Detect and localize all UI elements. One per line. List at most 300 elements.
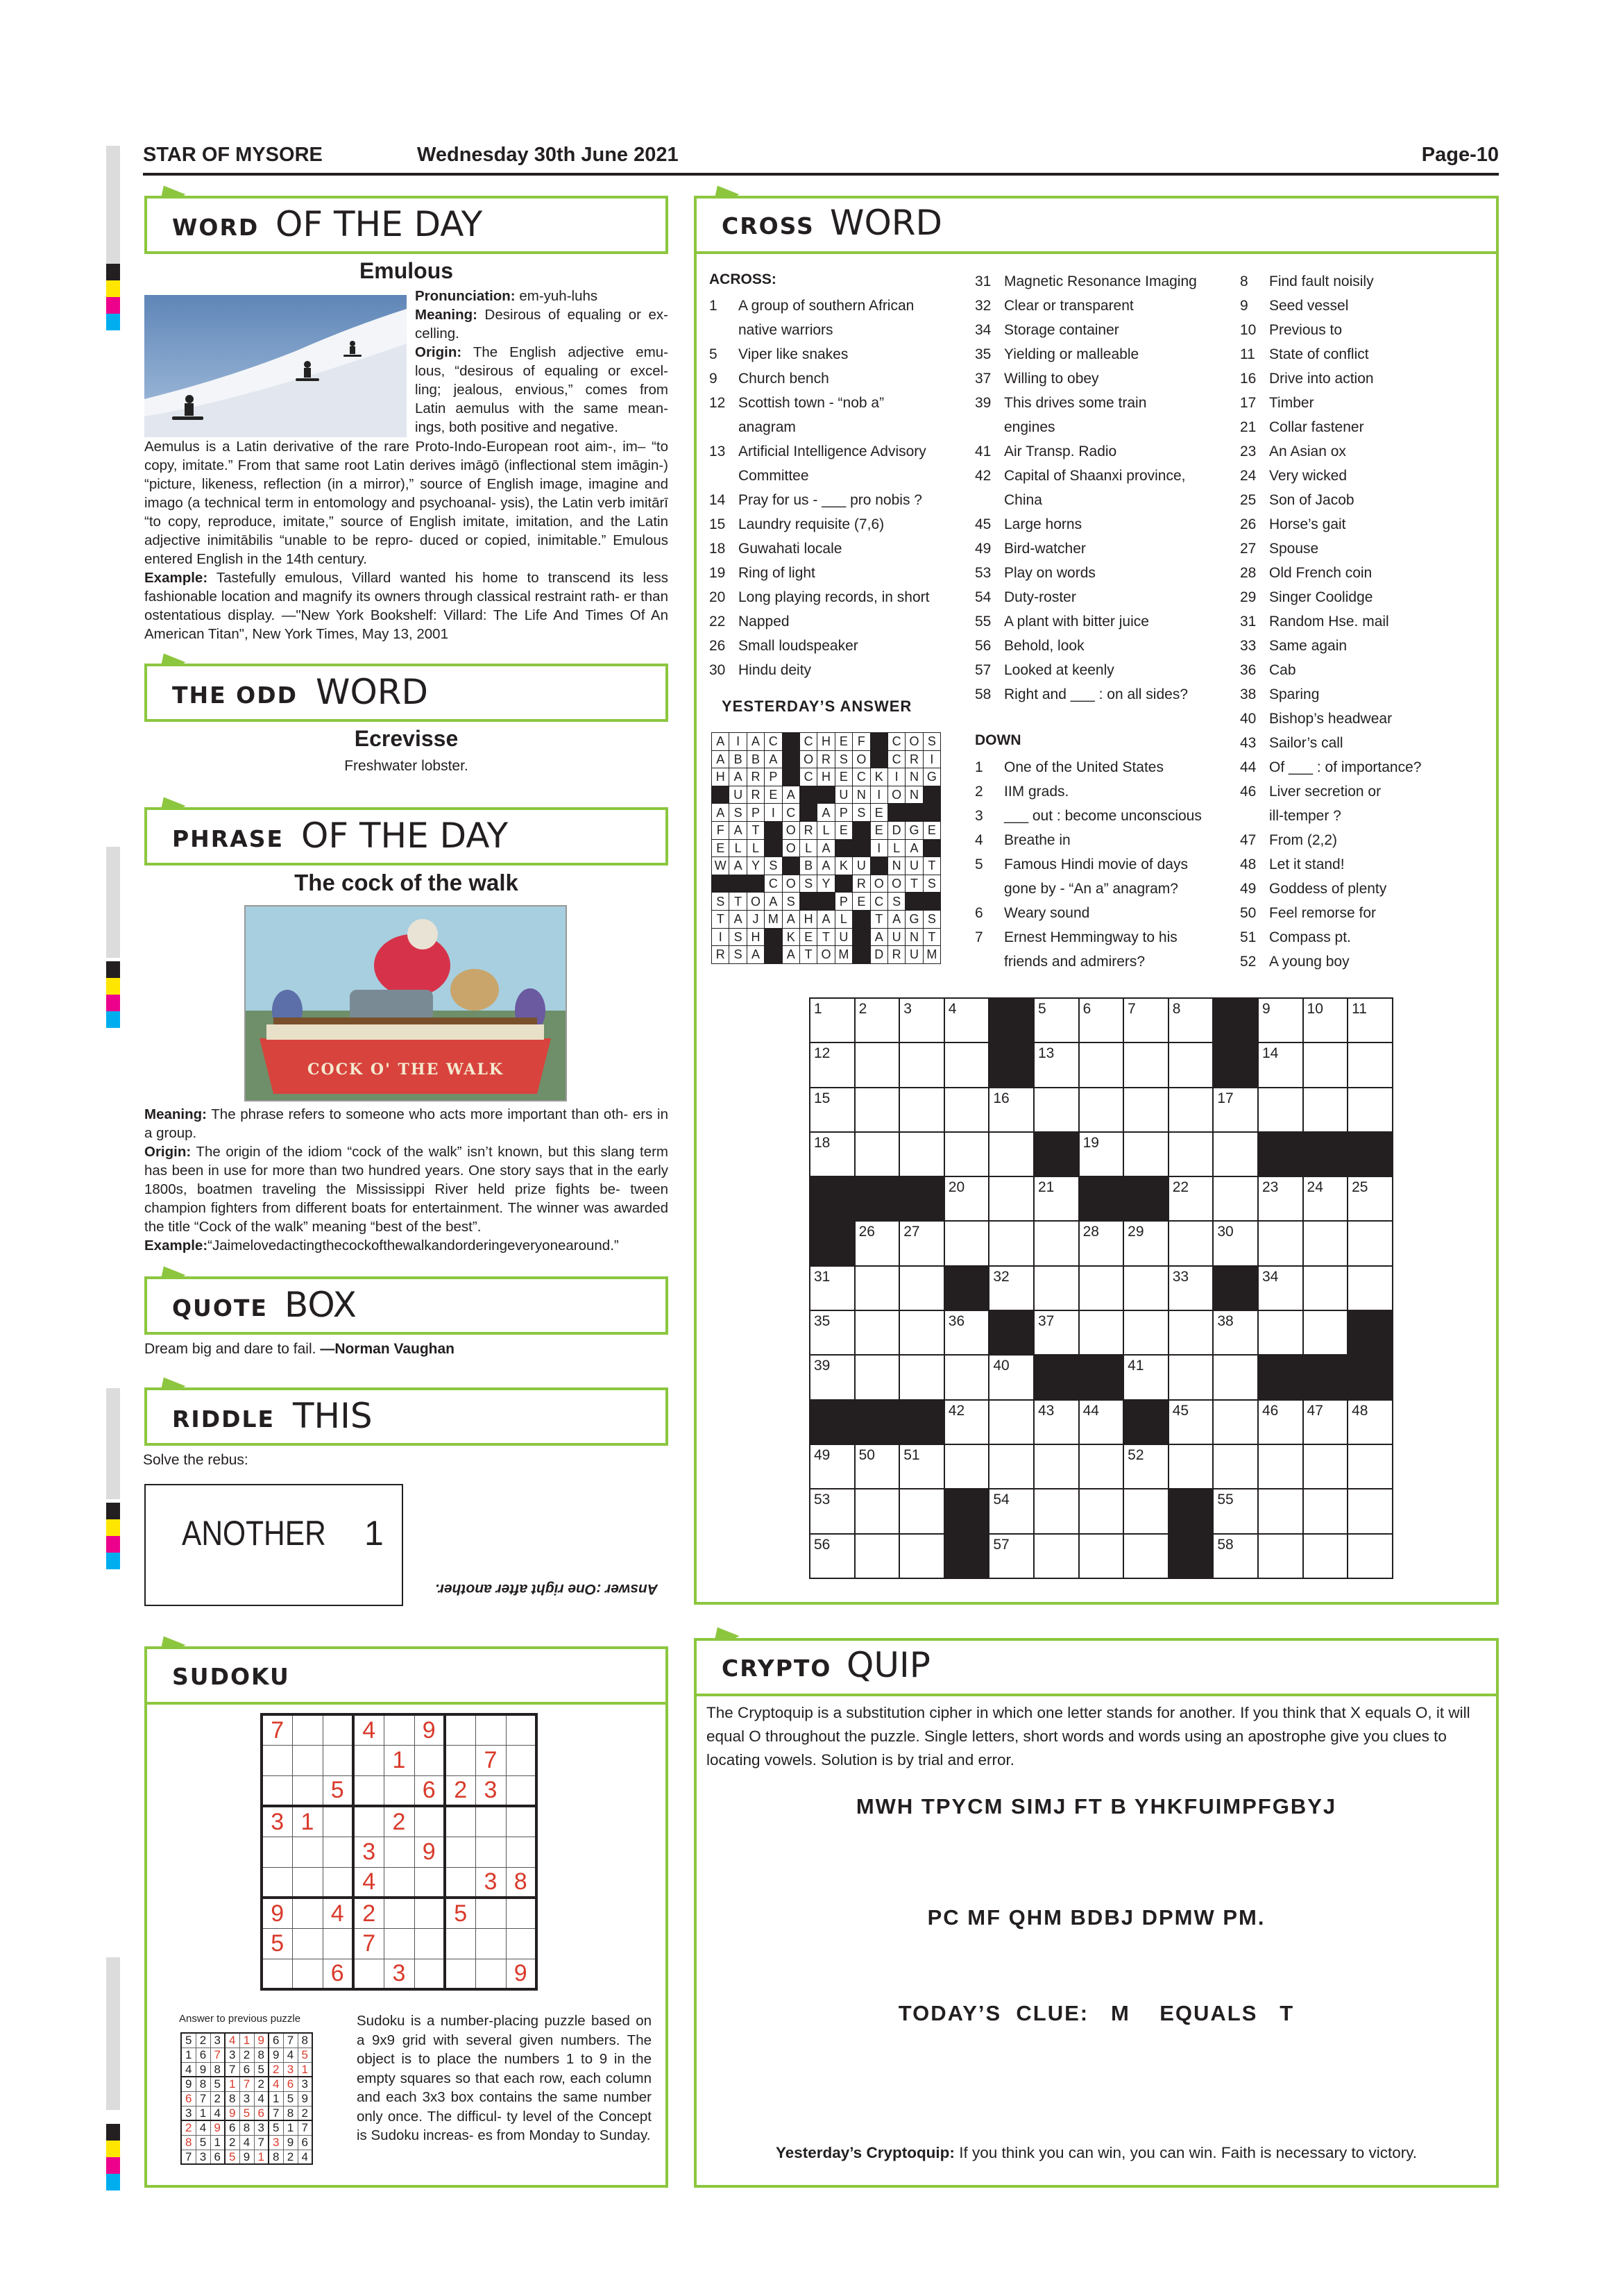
section-label: QUIP bbox=[847, 1645, 931, 1685]
crossword-cell[interactable]: 3 bbox=[899, 998, 944, 1043]
crossword-cell[interactable] bbox=[1303, 1444, 1348, 1489]
crossword-cell[interactable]: 13 bbox=[1034, 1043, 1079, 1087]
crossword-block bbox=[1348, 1355, 1393, 1399]
crossword-cell[interactable]: 40 bbox=[989, 1355, 1034, 1399]
crossword-cell[interactable]: 39 bbox=[810, 1355, 855, 1399]
crossword-cell[interactable] bbox=[1123, 1310, 1169, 1355]
crossword-cell[interactable] bbox=[855, 1534, 900, 1578]
crossword-block bbox=[1303, 1355, 1348, 1399]
crossword-cell[interactable] bbox=[944, 1444, 989, 1489]
crossword-cell[interactable] bbox=[989, 1444, 1034, 1489]
crossword-cell[interactable] bbox=[1348, 1444, 1393, 1489]
clue bbox=[975, 439, 1221, 464]
crossword-cell[interactable]: 52 bbox=[1123, 1444, 1169, 1489]
crossword-cell[interactable]: 11 bbox=[1348, 998, 1393, 1043]
crossword-cell[interactable]: 46 bbox=[1258, 1400, 1303, 1444]
crossword-cell[interactable] bbox=[1169, 1088, 1214, 1132]
sudoku-cell[interactable] bbox=[262, 1775, 292, 1806]
sudoku-answer-cell: 9 bbox=[283, 2135, 298, 2150]
crossword-cell[interactable] bbox=[1169, 1221, 1214, 1265]
crossword-cell[interactable] bbox=[944, 1043, 989, 1087]
sudoku-cell[interactable] bbox=[475, 1959, 506, 1989]
clue-text: Previous to bbox=[1269, 322, 1343, 338]
crossword-cell[interactable]: 20 bbox=[944, 1176, 989, 1221]
crossword-cell[interactable] bbox=[1169, 1132, 1214, 1176]
sudoku-cell[interactable]: 1 bbox=[292, 1806, 323, 1837]
sudoku-cell[interactable] bbox=[445, 1714, 475, 1745]
crossword-cell[interactable] bbox=[944, 1088, 989, 1132]
page-number: Page-10 bbox=[1421, 144, 1499, 166]
crossword-cell[interactable] bbox=[1258, 1444, 1303, 1489]
odd-word-definition: Freshwater lobster. bbox=[344, 758, 468, 774]
sudoku-cell[interactable] bbox=[475, 1928, 506, 1959]
crossword-cell[interactable] bbox=[1303, 1088, 1348, 1132]
answer-cell: N bbox=[906, 768, 923, 786]
sudoku-answer-cell: 2 bbox=[225, 2135, 239, 2150]
clue bbox=[975, 779, 1221, 804]
sudoku-cell[interactable] bbox=[475, 1806, 506, 1837]
crossword-cell[interactable] bbox=[1213, 1176, 1258, 1221]
crossword-cell[interactable] bbox=[855, 1088, 900, 1132]
answer-cell: O bbox=[853, 750, 870, 768]
clue-number: 12 bbox=[709, 395, 726, 411]
sudoku-cell[interactable] bbox=[323, 1867, 353, 1898]
crossword-cell[interactable]: 35 bbox=[810, 1310, 855, 1355]
crossword-cell[interactable] bbox=[944, 1221, 989, 1265]
sudoku-cell[interactable] bbox=[262, 1959, 292, 1989]
crossword-block bbox=[855, 1176, 900, 1221]
crossword-cell[interactable] bbox=[1034, 1221, 1079, 1265]
answer-cell: C bbox=[799, 733, 817, 751]
sudoku-cell[interactable]: 7 bbox=[262, 1714, 292, 1745]
sudoku-cell[interactable] bbox=[384, 1775, 414, 1806]
sudoku-cell[interactable]: 4 bbox=[353, 1867, 384, 1898]
sudoku-cell[interactable]: 9 bbox=[414, 1714, 445, 1745]
sudoku-cell[interactable]: 3 bbox=[262, 1806, 292, 1837]
crossword-cell[interactable] bbox=[899, 1088, 944, 1132]
clue-text: gone by - “An a” anagram? bbox=[1004, 881, 1178, 897]
sudoku-cell[interactable] bbox=[292, 1775, 323, 1806]
sudoku-cell[interactable] bbox=[292, 1898, 323, 1928]
crossword-cell[interactable] bbox=[899, 1534, 944, 1578]
crossword-cell[interactable]: 19 bbox=[1079, 1132, 1124, 1176]
crossword-cell[interactable] bbox=[1303, 1043, 1348, 1087]
sudoku-cell[interactable] bbox=[506, 1745, 536, 1775]
crossword-cell[interactable] bbox=[1213, 1355, 1258, 1399]
sudoku-cell[interactable] bbox=[262, 1745, 292, 1775]
sudoku-cell[interactable]: 7 bbox=[353, 1928, 384, 1959]
crossword-cell[interactable]: 43 bbox=[1034, 1400, 1079, 1444]
crossword-cell[interactable] bbox=[989, 1132, 1034, 1176]
sudoku-cell[interactable]: 5 bbox=[445, 1898, 475, 1928]
crossword-cell[interactable] bbox=[1213, 1132, 1258, 1176]
clue bbox=[1240, 342, 1497, 366]
crossword-cell[interactable]: 2 bbox=[855, 998, 900, 1043]
crossword-cell[interactable]: 49 bbox=[810, 1444, 855, 1489]
answer-cell: H bbox=[747, 928, 764, 946]
sudoku-answer-cell: 3 bbox=[298, 2077, 312, 2091]
sudoku-cell[interactable]: 3 bbox=[384, 1959, 414, 1989]
answer-cell: T bbox=[870, 910, 887, 928]
clue-text: Find fault noisily bbox=[1269, 273, 1374, 289]
sudoku-cell[interactable] bbox=[475, 1714, 506, 1745]
answer-cell: A bbox=[729, 768, 747, 786]
answer-cell: S bbox=[799, 875, 817, 893]
crossword-cell[interactable]: 55 bbox=[1213, 1489, 1258, 1533]
sudoku-cell[interactable] bbox=[292, 1745, 323, 1775]
reg-mark-yellow bbox=[106, 280, 120, 297]
crossword-cell[interactable] bbox=[1123, 1132, 1169, 1176]
sudoku-cell[interactable] bbox=[323, 1806, 353, 1837]
crossword-cell[interactable]: 36 bbox=[944, 1310, 989, 1355]
crossword-cell[interactable] bbox=[1079, 1266, 1124, 1310]
sudoku-cell[interactable]: 4 bbox=[353, 1714, 384, 1745]
crossword-cell[interactable] bbox=[1123, 1043, 1169, 1087]
crossword-cell[interactable] bbox=[855, 1043, 900, 1087]
clue-number: 18 bbox=[709, 541, 726, 557]
answer-block bbox=[765, 839, 782, 857]
clue-text: ___ out : become unconscious bbox=[1004, 808, 1202, 824]
sudoku-cell[interactable] bbox=[475, 1898, 506, 1928]
crossword-cell[interactable]: 9 bbox=[1258, 998, 1303, 1043]
sudoku-cell[interactable] bbox=[292, 1867, 323, 1898]
crossword-cell[interactable] bbox=[1123, 1266, 1169, 1310]
clue-text: Behold, look bbox=[1004, 638, 1085, 654]
clue bbox=[1240, 755, 1497, 779]
clue-text: A plant with bitter juice bbox=[1004, 614, 1149, 630]
clue-number: 48 bbox=[1240, 856, 1257, 872]
cryptoquip-clue: TODAY’S CLUE: M EQUALS T bbox=[898, 2001, 1295, 2025]
cryptoquip-header bbox=[694, 1638, 1499, 1696]
answer-block bbox=[835, 839, 852, 857]
crossword-cell[interactable]: 18 bbox=[810, 1132, 855, 1176]
crossword-cell[interactable]: 7 bbox=[1123, 998, 1169, 1043]
crossword-cell[interactable]: 47 bbox=[1303, 1400, 1348, 1444]
sudoku-cell[interactable]: 2 bbox=[445, 1775, 475, 1806]
crossword-cell[interactable]: 42 bbox=[944, 1400, 989, 1444]
crossword-cell[interactable] bbox=[1348, 1534, 1393, 1578]
clue-text: Cab bbox=[1269, 662, 1296, 678]
word-origin-continued: Aemulus is a Latin derivative of the rare Proto-Indo-European root aim-, im– “to copy, imitate.” From that same root Latin derives imāgō (inflectional stem imāgin-) “picture, likeness, reflection (in a mirror),” source of English image, imagine and imago (a technical term in entomology and psychoanal- ysis), the Latin verb imitārī “to copy, reproduce, imitate,” source of English imitate, imitation, and the Latin adjective inimitābilis “unable to be repro- duced or copied, inimitable.” Emulous entered English in the 14th century. bbox=[144, 439, 668, 567]
answer-block bbox=[799, 786, 817, 804]
crossword-cell[interactable] bbox=[1348, 1088, 1393, 1132]
sudoku-cell[interactable] bbox=[414, 1898, 445, 1928]
crossword-cell[interactable] bbox=[1258, 1088, 1303, 1132]
crossword-cell[interactable] bbox=[1258, 1310, 1303, 1355]
sudoku-cell[interactable] bbox=[506, 1837, 536, 1867]
crossword-cell[interactable]: 38 bbox=[1213, 1310, 1258, 1355]
crossword-cell[interactable]: 48 bbox=[1348, 1400, 1393, 1444]
sudoku-cell[interactable] bbox=[384, 1898, 414, 1928]
sudoku-cell[interactable] bbox=[445, 1928, 475, 1959]
crossword-cell[interactable] bbox=[1079, 1088, 1124, 1132]
crossword-cell[interactable] bbox=[1034, 1489, 1079, 1533]
sudoku-cell[interactable]: 6 bbox=[414, 1775, 445, 1806]
clue bbox=[975, 512, 1221, 537]
sudoku-cell[interactable] bbox=[414, 1745, 445, 1775]
crossword-cell[interactable] bbox=[1079, 1534, 1124, 1578]
sudoku-cell[interactable]: 9 bbox=[262, 1898, 292, 1928]
crossword-cell[interactable] bbox=[899, 1266, 944, 1310]
sudoku-cell[interactable] bbox=[384, 1867, 414, 1898]
clue-text: Liver secretion or bbox=[1269, 784, 1382, 800]
sudoku-answer-cell: 5 bbox=[254, 2062, 269, 2077]
crossword-cell[interactable]: 54 bbox=[989, 1489, 1034, 1533]
crossword-cell[interactable]: 28 bbox=[1079, 1221, 1124, 1265]
crossword-cell[interactable] bbox=[944, 1132, 989, 1176]
crossword-cell[interactable]: 26 bbox=[855, 1221, 900, 1265]
crossword-cell[interactable] bbox=[1123, 1489, 1169, 1533]
crossword-cell[interactable] bbox=[989, 1221, 1034, 1265]
crossword-block bbox=[1348, 1132, 1393, 1176]
crossword-cell[interactable]: 5 bbox=[1034, 998, 1079, 1043]
sudoku-cell[interactable] bbox=[262, 1837, 292, 1867]
crossword-cell[interactable] bbox=[1258, 1534, 1303, 1578]
crossword-cell[interactable] bbox=[855, 1355, 900, 1399]
sudoku-cell[interactable] bbox=[292, 1837, 323, 1867]
sudoku-grid[interactable] bbox=[260, 1713, 538, 1991]
clue-number: 22 bbox=[709, 614, 726, 630]
crossword-cell[interactable] bbox=[1034, 1534, 1079, 1578]
sudoku-cell[interactable] bbox=[353, 1959, 384, 1989]
crossword-cell[interactable]: 27 bbox=[899, 1221, 944, 1265]
crossword-cell[interactable]: 29 bbox=[1123, 1221, 1169, 1265]
sudoku-answer-cell: 5 bbox=[210, 2077, 225, 2091]
crossword-cell[interactable] bbox=[944, 1355, 989, 1399]
sudoku-cell[interactable] bbox=[445, 1745, 475, 1775]
answer-block bbox=[853, 821, 870, 839]
crossword-cell[interactable] bbox=[1303, 1310, 1348, 1355]
crossword-cell[interactable]: 12 bbox=[810, 1043, 855, 1087]
answer-block bbox=[835, 875, 852, 893]
margin-bar bbox=[106, 146, 120, 264]
crossword-cell[interactable] bbox=[1348, 1266, 1393, 1310]
crossword-cell[interactable] bbox=[989, 1176, 1034, 1221]
crossword-cell[interactable]: 58 bbox=[1213, 1534, 1258, 1578]
crossword-cell[interactable]: 33 bbox=[1169, 1266, 1214, 1310]
sudoku-cell[interactable]: 2 bbox=[384, 1806, 414, 1837]
crossword-cell[interactable] bbox=[1079, 1310, 1124, 1355]
clue-number: 28 bbox=[1240, 565, 1257, 581]
sudoku-cell[interactable] bbox=[323, 1745, 353, 1775]
crossword-cell[interactable] bbox=[1303, 1221, 1348, 1265]
sudoku-cell[interactable] bbox=[506, 1928, 536, 1959]
crossword-cell[interactable] bbox=[855, 1132, 900, 1176]
crossword-cell[interactable] bbox=[1169, 1310, 1214, 1355]
sudoku-cell[interactable] bbox=[506, 1898, 536, 1928]
sudoku-answer-cell: 1 bbox=[239, 2033, 254, 2048]
answer-cell: A bbox=[817, 857, 835, 875]
crossword-cell[interactable] bbox=[1169, 1043, 1214, 1087]
riddle-answer: Answer :One right after another. bbox=[435, 1581, 658, 1597]
crossword-cell[interactable] bbox=[1034, 1088, 1079, 1132]
clue bbox=[709, 294, 945, 318]
sudoku-cell[interactable] bbox=[292, 1928, 323, 1959]
sudoku-cell[interactable]: 8 bbox=[506, 1867, 536, 1898]
crossword-cell[interactable] bbox=[855, 1310, 900, 1355]
crossword-cell[interactable]: 10 bbox=[1303, 998, 1348, 1043]
crossword-cell[interactable] bbox=[1079, 1489, 1124, 1533]
answer-cell: A bbox=[729, 910, 747, 928]
sudoku-cell[interactable] bbox=[292, 1714, 323, 1745]
sudoku-cell[interactable]: 6 bbox=[323, 1959, 353, 1989]
answer-cell: T bbox=[799, 946, 817, 964]
crossword-cell[interactable] bbox=[1258, 1221, 1303, 1265]
crossword-cell[interactable] bbox=[1123, 1088, 1169, 1132]
sudoku-answer-cell: 2 bbox=[196, 2033, 210, 2048]
crossword-cell[interactable]: 53 bbox=[810, 1489, 855, 1533]
sudoku-cell[interactable]: 1 bbox=[384, 1745, 414, 1775]
sudoku-cell[interactable] bbox=[414, 1867, 445, 1898]
crossword-cell[interactable] bbox=[1123, 1534, 1169, 1578]
crossword-cell[interactable]: 41 bbox=[1123, 1355, 1169, 1399]
crossword-cell[interactable] bbox=[899, 1489, 944, 1533]
crossword-cell[interactable] bbox=[899, 1355, 944, 1399]
crossword-cell[interactable]: 32 bbox=[989, 1266, 1034, 1310]
sudoku-cell[interactable] bbox=[353, 1775, 384, 1806]
sudoku-cell[interactable]: 3 bbox=[475, 1775, 506, 1806]
sudoku-cell[interactable] bbox=[506, 1714, 536, 1745]
sudoku-cell[interactable]: 5 bbox=[262, 1928, 292, 1959]
crossword-cell[interactable] bbox=[1348, 1489, 1393, 1533]
clue-text: Air Transp. Radio bbox=[1004, 444, 1117, 459]
clue-number: 36 bbox=[1240, 662, 1257, 678]
crossword-cell[interactable] bbox=[1258, 1489, 1303, 1533]
crossword-cell[interactable] bbox=[855, 1266, 900, 1310]
crossword-cell[interactable]: 23 bbox=[1258, 1176, 1303, 1221]
crossword-cell[interactable]: 25 bbox=[1348, 1176, 1393, 1221]
crossword-cell[interactable]: 16 bbox=[989, 1088, 1034, 1132]
reg-mark-magenta bbox=[106, 2157, 120, 2174]
answer-cell: O bbox=[747, 893, 764, 911]
crossword-cell[interactable]: 44 bbox=[1079, 1400, 1124, 1444]
crossword-cell[interactable] bbox=[1169, 1355, 1214, 1399]
clue-text: Random Hse. mail bbox=[1269, 614, 1389, 630]
crossword-cell[interactable] bbox=[899, 1310, 944, 1355]
crossword-cell[interactable]: 17 bbox=[1213, 1088, 1258, 1132]
sudoku-answer-cell: 3 bbox=[269, 2135, 283, 2150]
sudoku-cell[interactable] bbox=[384, 1928, 414, 1959]
crossword-cell[interactable] bbox=[1303, 1266, 1348, 1310]
crossword-cell[interactable]: 57 bbox=[989, 1534, 1034, 1578]
crossword-cell[interactable]: 24 bbox=[1303, 1176, 1348, 1221]
sudoku-cell[interactable] bbox=[506, 1775, 536, 1806]
answer-cell: P bbox=[835, 804, 852, 822]
sudoku-cell[interactable] bbox=[353, 1806, 384, 1837]
sudoku-cell[interactable] bbox=[414, 1959, 445, 1989]
sudoku-cell[interactable]: 4 bbox=[323, 1898, 353, 1928]
sudoku-cell[interactable] bbox=[445, 1806, 475, 1837]
sudoku-answer-cell: 5 bbox=[269, 2120, 283, 2135]
crossword-cell[interactable] bbox=[989, 1400, 1034, 1444]
sudoku-answer-cell: 1 bbox=[254, 2150, 269, 2164]
crossword-cell[interactable]: 31 bbox=[810, 1266, 855, 1310]
sudoku-cell[interactable] bbox=[384, 1714, 414, 1745]
crossword-grid[interactable] bbox=[809, 997, 1393, 1579]
sudoku-cell[interactable]: 2 bbox=[353, 1898, 384, 1928]
sudoku-cell[interactable] bbox=[445, 1959, 475, 1989]
crossword-cell[interactable] bbox=[899, 1132, 944, 1176]
sudoku-cell[interactable]: 3 bbox=[475, 1867, 506, 1898]
sudoku-cell[interactable] bbox=[292, 1959, 323, 1989]
crossword-cell[interactable] bbox=[1213, 1444, 1258, 1489]
crossword-cell[interactable]: 8 bbox=[1169, 998, 1214, 1043]
sudoku-cell[interactable] bbox=[262, 1867, 292, 1898]
phrase-header bbox=[144, 807, 668, 866]
sudoku-cell[interactable] bbox=[414, 1928, 445, 1959]
crossword-cell[interactable] bbox=[1169, 1444, 1214, 1489]
sudoku-cell[interactable] bbox=[323, 1714, 353, 1745]
crossword-cell[interactable] bbox=[1079, 1043, 1124, 1087]
answer-cell: O bbox=[906, 733, 923, 751]
crossword-cell[interactable] bbox=[1303, 1534, 1348, 1578]
clue bbox=[1240, 415, 1497, 439]
across-title: ACROSS: bbox=[709, 271, 776, 287]
sudoku-cell[interactable] bbox=[475, 1837, 506, 1867]
sudoku-cell[interactable] bbox=[445, 1867, 475, 1898]
crossword-cell[interactable]: 1 bbox=[810, 998, 855, 1043]
crossword-cell[interactable] bbox=[1303, 1489, 1348, 1533]
sudoku-cell[interactable] bbox=[384, 1837, 414, 1867]
crossword-cell[interactable]: 22 bbox=[1169, 1176, 1214, 1221]
crossword-cell[interactable] bbox=[1348, 1043, 1393, 1087]
down-clues-col2 bbox=[975, 755, 1221, 974]
sudoku-cell[interactable]: 5 bbox=[323, 1775, 353, 1806]
clue-number: 45 bbox=[975, 516, 992, 532]
crossword-cell[interactable] bbox=[1079, 1444, 1124, 1489]
crossword-cell[interactable]: 50 bbox=[855, 1444, 900, 1489]
crossword-cell[interactable] bbox=[1348, 1221, 1393, 1265]
sudoku-cell[interactable] bbox=[323, 1928, 353, 1959]
answer-cell: O bbox=[782, 875, 799, 893]
sudoku-cell[interactable] bbox=[414, 1806, 445, 1837]
crossword-cell[interactable] bbox=[1213, 1400, 1258, 1444]
sudoku-cell[interactable]: 9 bbox=[414, 1837, 445, 1867]
crossword-cell[interactable]: 15 bbox=[810, 1088, 855, 1132]
sudoku-answer-cell: 6 bbox=[283, 2077, 298, 2091]
crossword-cell[interactable]: 45 bbox=[1169, 1400, 1214, 1444]
crossword-cell[interactable] bbox=[855, 1489, 900, 1533]
clue bbox=[709, 439, 945, 464]
sudoku-cell[interactable]: 3 bbox=[353, 1837, 384, 1867]
clue-text: Laundry requisite (7,6) bbox=[738, 516, 885, 532]
clue-text: Duty-roster bbox=[1004, 589, 1076, 605]
crossword-cell[interactable]: 30 bbox=[1213, 1221, 1258, 1265]
sudoku-cell[interactable] bbox=[353, 1745, 384, 1775]
crossword-cell[interactable] bbox=[899, 1043, 944, 1087]
crossword-cell[interactable]: 21 bbox=[1034, 1176, 1079, 1221]
crossword-cell[interactable]: 37 bbox=[1034, 1310, 1079, 1355]
section-label-bold: QUOTE bbox=[172, 1294, 268, 1322]
crossword-cell[interactable]: 56 bbox=[810, 1534, 855, 1578]
answer-cell: R bbox=[817, 750, 835, 768]
sudoku-cell[interactable] bbox=[445, 1837, 475, 1867]
clue-text: Son of Jacob bbox=[1269, 492, 1354, 508]
sudoku-cell[interactable]: 9 bbox=[506, 1959, 536, 1989]
crossword-cell[interactable]: 6 bbox=[1079, 998, 1124, 1043]
answer-block bbox=[870, 733, 887, 751]
clue bbox=[709, 512, 945, 537]
crossword-cell[interactable]: 34 bbox=[1258, 1266, 1303, 1310]
crossword-cell[interactable] bbox=[1034, 1444, 1079, 1489]
sudoku-cell[interactable] bbox=[323, 1837, 353, 1867]
sudoku-cell[interactable]: 7 bbox=[475, 1745, 506, 1775]
crossword-cell[interactable] bbox=[1034, 1266, 1079, 1310]
crossword-cell[interactable]: 4 bbox=[944, 998, 989, 1043]
crossword-cell[interactable]: 51 bbox=[899, 1444, 944, 1489]
sudoku-cell[interactable] bbox=[506, 1806, 536, 1837]
crossword-cell[interactable]: 14 bbox=[1258, 1043, 1303, 1087]
